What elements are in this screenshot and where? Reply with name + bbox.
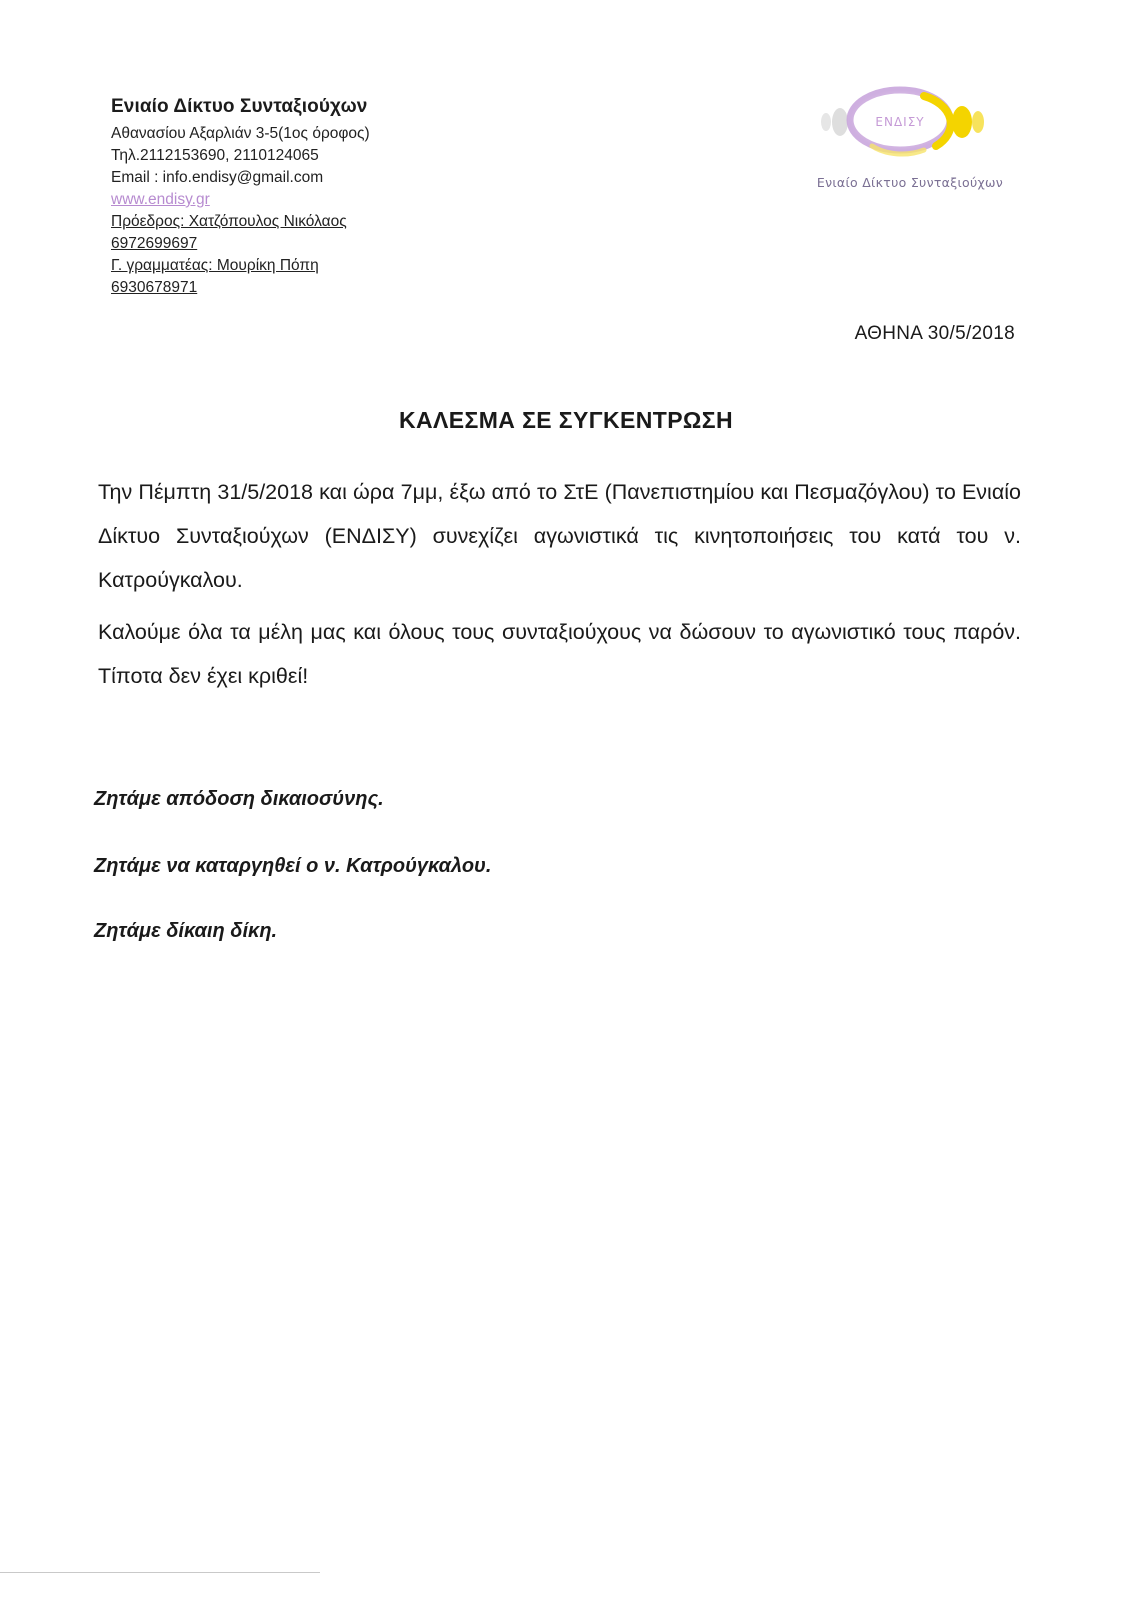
demand-line: Ζητάμε απόδοση δικαιοσύνης. [94,788,384,810]
logo-text: ΕΝΔΙΣΥ [875,115,925,129]
scan-edge-line [0,1572,320,1573]
sender-address: Αθανασίου Αξαρλιάν 3-5(1ος όροφος) [111,125,370,142]
document-title: ΚΑΛΕΣΜΑ ΣΕ ΣΥΓΚΕΝΤΡΩΣΗ [399,407,733,433]
sender-phone: Τηλ.2112153690, 2110124065 [111,147,319,164]
sender-website-link[interactable]: www.endisy.gr [111,191,210,208]
president-phone: 6972699697 [111,235,198,252]
letter-date: ΑΘΗΝΑ 30/5/2018 [854,323,1015,344]
demand-line: Ζητάμε να καταργηθεί ο ν. Κατρούγκαλου. [94,855,492,877]
body-paragraph: Την Πέμπτη 31/5/2018 και ώρα 7μμ, έξω από το ΣτΕ (Πανεπιστημίου και Πεσμαζόγλου) το Ενιαίο Δίκτυο Συνταξιούχων (ΕΝΔΙΣΥ) συνεχίζει αγωνιστικά τις κινητοποιήσεις του κατά του ν. Κατρούγκαλου. [98,480,1021,592]
secretary-name: Γ. γραμματέας: Μουρίκη Πόπη [111,257,319,274]
organization-name: Ενιαίο Δίκτυο Συνταξιούχων [111,96,368,117]
body-paragraph: Καλούμε όλα τα μέλη μας και όλους τους συνταξιούχους να δώσουν το αγωνιστικό τους παρόν. Τίποτα δεν έχει κριθεί! [98,620,1021,688]
sender-block [111,96,370,299]
logo-caption: Ενιαίο Δίκτυο Συνταξιούχων [816,175,1004,190]
secretary-phone: 6930678971 [111,279,198,296]
president-name: Πρόεδρος: Χατζόπουλος Νικόλαος [111,213,347,230]
sender-email: Email : info.endisy@gmail.com [111,169,324,186]
demand-line: Ζητάμε δίκαιη δίκη. [94,920,278,942]
